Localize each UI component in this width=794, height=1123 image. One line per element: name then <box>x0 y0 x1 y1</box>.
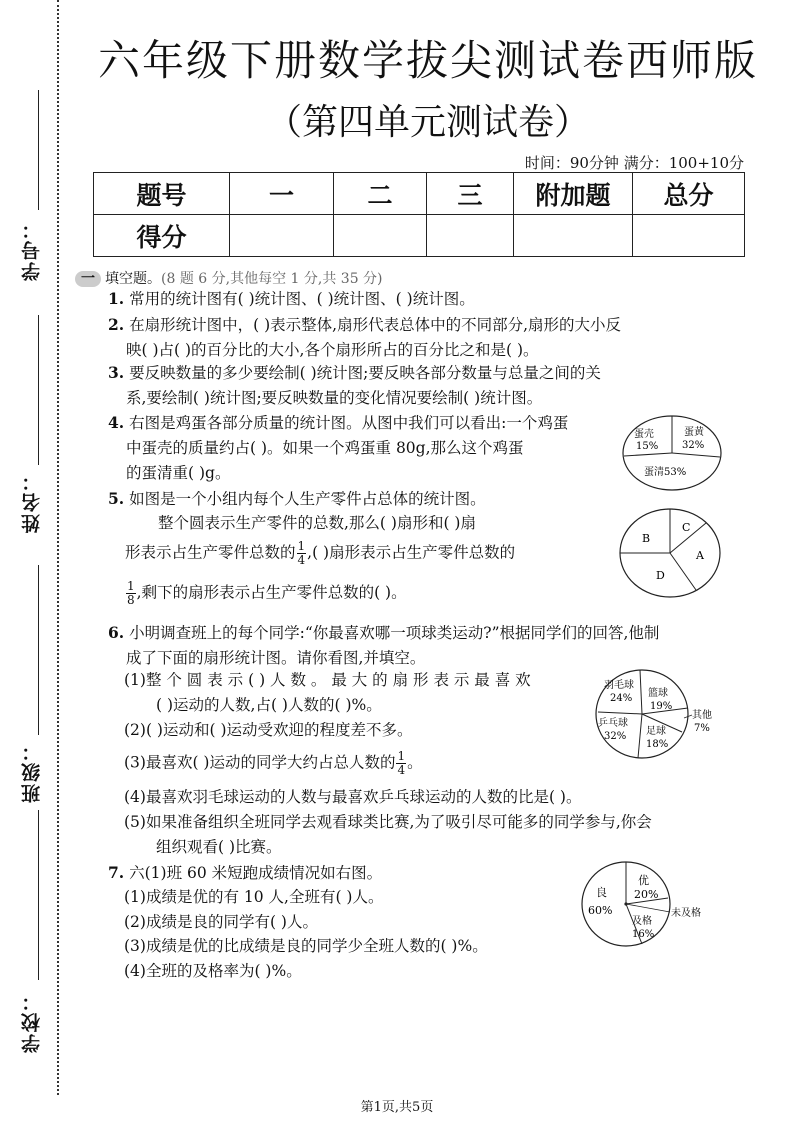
pie-label-d: D <box>656 569 665 582</box>
question-number: 1. <box>108 289 125 308</box>
pie-leader-line <box>626 904 670 912</box>
question-number: 3. <box>108 363 125 382</box>
fraction-one-quarter <box>297 540 307 567</box>
ball-sports-pie-chart <box>592 668 722 760</box>
question-text: (5)如果准备组织全班同学去观看球类比赛,为了吸引尽可能多的同学参与,你会 <box>124 813 652 831</box>
pie-label-shell: 蛋壳 <box>634 429 654 440</box>
question-number: 5. <box>108 489 125 508</box>
fraction-numerator: 1 <box>127 579 135 593</box>
section-number-badge: 一 <box>75 271 101 287</box>
question-text: ( )运动的人数,占( )人数的( )%。 <box>156 696 382 714</box>
school-label: 学校： <box>21 990 43 1053</box>
parts-pie-chart <box>618 507 722 599</box>
score-header-cell: 三 <box>427 173 514 215</box>
question-text: ,( )扇形表示占生产零件总数的 <box>307 543 516 562</box>
pie-label-other: 其他 <box>692 710 712 721</box>
question-text: 组织观看( )比赛。 <box>156 838 282 856</box>
score-header-cell: 二 <box>334 173 427 215</box>
pie-label-yolk: 蛋黄 <box>684 427 704 438</box>
question-4 <box>108 410 608 486</box>
pie-value-pingpong: 32% <box>604 731 627 742</box>
student-id-label: 学号： <box>21 218 43 281</box>
question-text: 的蛋清重( )g。 <box>126 464 231 482</box>
question-number: 7. <box>108 863 125 882</box>
time-info: 时间：90分钟 满分：100+10分 <box>524 154 744 172</box>
score-row-label: 得分 <box>94 215 230 257</box>
pie-value-basketball: 19% <box>650 701 673 712</box>
question-7-sub2: (2)成绩是良的同学有( )人。 <box>124 913 318 931</box>
pie-value-other: 7% <box>694 723 710 734</box>
question-text: 中蛋壳的质量约占( )。如果一个鸡蛋重 80g,那么这个鸡蛋 <box>126 439 524 457</box>
pie-label-white: 蛋清53% <box>644 467 687 478</box>
sprint-results-pie-chart <box>578 860 724 952</box>
question-text: 在扇形统计图中，( )表示整体,扇形代表总体中的不同部分,扇形的大小反 <box>129 316 622 334</box>
fraction-one-eighth <box>126 580 136 607</box>
pie-divider <box>640 670 642 714</box>
egg-pie-chart <box>620 413 724 493</box>
score-header-cell: 一 <box>230 173 334 215</box>
pie-label-good: 良 <box>596 886 607 899</box>
question-6-sub5 <box>124 810 724 860</box>
pie-value-pass: 16% <box>632 929 655 940</box>
question-6-sub1 <box>124 668 531 718</box>
pie-divider <box>670 553 696 590</box>
question-5-line3 <box>125 540 625 567</box>
question-number: 4. <box>108 413 125 432</box>
score-header-cell: 附加题 <box>514 173 633 215</box>
fraction-denominator: 4 <box>297 553 306 567</box>
question-7-sub4: (4)全班的及格率为( )%。 <box>124 962 302 980</box>
section-note: (8 题 6 分,其他每空 1 分,共 35 分) <box>161 271 383 287</box>
pie-divider <box>638 714 642 758</box>
pie-divider <box>624 453 672 456</box>
pie-value-excellent: 20% <box>634 888 659 901</box>
question-6 <box>108 620 728 671</box>
section-title: 填空题。 <box>105 271 161 287</box>
question-7-sub3: (3)成绩是优的比成绩是良的同学少全班人数的( )%。 <box>124 937 488 955</box>
pie-divider <box>672 453 720 457</box>
pie-label-a: A <box>696 549 704 562</box>
question-text: 。 <box>407 753 423 772</box>
section-heading <box>75 268 383 288</box>
score-input-cell[interactable] <box>633 215 745 257</box>
page-title: 六年级下册数学拔尖测试卷西师版 <box>97 36 758 85</box>
pie-label-pingpong: 乒乓球 <box>598 718 628 729</box>
question-3 <box>108 360 728 411</box>
class-rule <box>38 565 39 735</box>
question-text: (1)整 个 圆 表 示 ( ) 人 数 。 最 大 的 扇 形 表 示 最 喜 欢 <box>124 671 531 689</box>
fraction-denominator: 8 <box>127 593 135 607</box>
question-text: 映( )占( )的百分比的大小,各个扇形所占的百分比之和是( )。 <box>126 341 539 359</box>
pie-label-fail: 未及格 <box>671 908 701 919</box>
fraction-one-quarter <box>396 750 406 777</box>
score-table-score-row <box>94 215 745 257</box>
question-text: 要反映数量的多少要绘制( )统计图;要反映各部分数量与总量之间的关 <box>129 364 601 382</box>
pie-value-shell: 15% <box>636 441 659 452</box>
pie-label-c: C <box>682 521 691 534</box>
binding-margin-line <box>57 0 59 1095</box>
score-table <box>93 172 745 257</box>
pie-value-yolk: 32% <box>682 440 705 451</box>
page-subtitle: （第四单元测试卷） <box>265 102 590 143</box>
fraction-numerator: 1 <box>397 749 406 763</box>
fraction-denominator: 4 <box>397 763 406 777</box>
pie-label-b: B <box>642 532 651 545</box>
pie-value-good: 60% <box>588 904 613 917</box>
question-5-line4 <box>125 580 625 607</box>
question-6-sub2: (2)( )运动和( )运动受欢迎的程度差不多。 <box>124 721 413 739</box>
score-input-cell[interactable] <box>230 215 334 257</box>
pie-value-badminton: 24% <box>610 693 633 704</box>
score-header-cell: 题号 <box>94 173 230 215</box>
student-id-rule <box>38 90 39 210</box>
school-rule <box>38 810 39 980</box>
pie-label-basketball: 篮球 <box>648 688 668 699</box>
fraction-numerator: 1 <box>297 539 306 553</box>
question-text: 整个圆表示生产零件的总数,那么( )扇形和( )扇 <box>158 514 476 532</box>
question-text: 系,要绘制( )统计图;要反映数量的变化情况要绘制( )统计图。 <box>126 389 543 407</box>
score-table-header-row <box>94 173 745 215</box>
name-rule <box>38 315 39 465</box>
question-text: 形表示占生产零件总数的 <box>125 543 296 562</box>
pie-label-football: 足球 <box>646 726 666 737</box>
pie-label-badminton: 羽毛球 <box>604 680 634 691</box>
score-header-cell: 总分 <box>633 173 745 215</box>
question-text: 小明调查班上的每个同学:“你最喜欢哪一项球类运动?”根据同学们的回答,他制 <box>129 624 660 642</box>
score-input-cell[interactable] <box>514 215 633 257</box>
page-number: 第1页,共5页 <box>360 1100 434 1115</box>
question-text: ,剩下的扇形表示占生产零件总数的( )。 <box>136 583 407 602</box>
question-text: 右图是鸡蛋各部分质量的统计图。从图中我们可以看出:一个鸡蛋 <box>129 414 569 432</box>
pie-divider <box>598 712 642 714</box>
score-input-cell[interactable] <box>334 215 427 257</box>
pie-label-pass: 及格 <box>632 916 652 927</box>
score-input-cell[interactable] <box>427 215 514 257</box>
question-6-sub4: (4)最喜欢羽毛球运动的人数与最喜欢乒乓球运动的人数的比是( )。 <box>124 788 582 806</box>
question-5-line2 <box>158 511 628 536</box>
question-1 <box>108 286 728 312</box>
question-text: 成了下面的扇形统计图。请你看图,并填空。 <box>126 649 426 667</box>
question-text: 常用的统计图有( )统计图、( )统计图、( )统计图。 <box>129 290 475 308</box>
question-text: 如图是一个小组内每个人生产零件占总体的统计图。 <box>129 490 486 508</box>
question-number: 2. <box>108 315 125 334</box>
question-text: (3)最喜欢( )运动的同学大约占总人数的 <box>124 753 396 772</box>
question-text: 六(1)班 60 米短跑成绩情况如右图。 <box>129 864 383 882</box>
question-2 <box>108 312 728 363</box>
question-5 <box>108 486 618 512</box>
name-label: 姓名： <box>21 470 43 533</box>
question-7-sub1: (1)成绩是优的有 10 人,全班有( )人。 <box>124 888 384 906</box>
pie-value-football: 18% <box>646 739 669 750</box>
question-number: 6. <box>108 623 125 642</box>
question-6-sub3 <box>124 750 423 777</box>
pie-label-excellent: 优 <box>638 874 649 887</box>
class-label: 班级： <box>21 740 43 803</box>
